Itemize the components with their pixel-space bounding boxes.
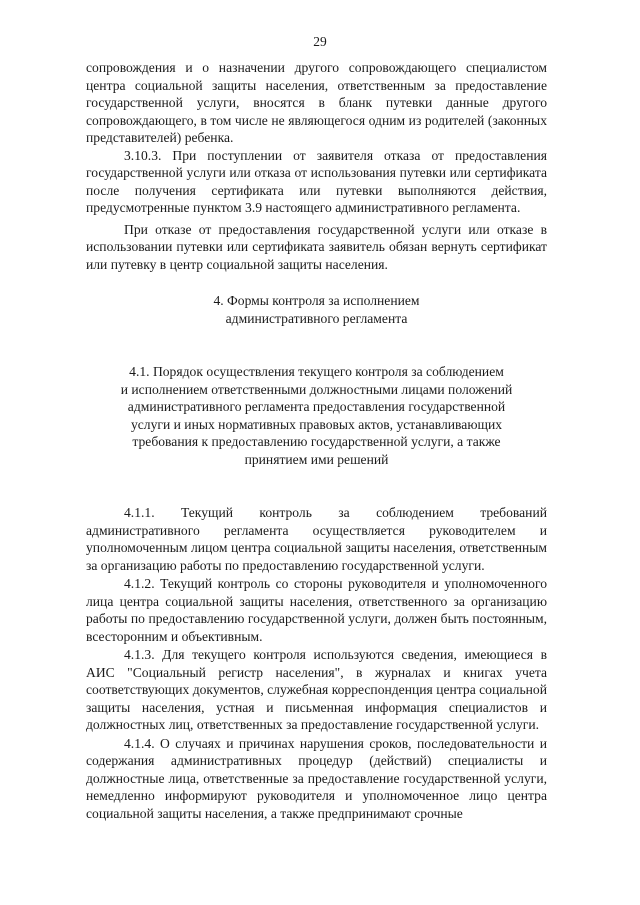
subsection-heading-line-3: административного регламента предоставления государственной bbox=[127, 399, 506, 414]
page-number: 29 bbox=[313, 34, 327, 49]
section-heading-line-1: 4. Формы контроля за исполнением bbox=[213, 293, 420, 308]
paragraph-continuation: сопровождения и о назначении другого сопровождающего специалистом центра социальной защиты населения, ответственным за предоставление государственной услуги, вносятся в бланк путевки данные другого сопровождающего, в том числе не являющегося одним из родителей (законных представителей) ребенка. bbox=[86, 60, 547, 145]
document-body bbox=[86, 59, 547, 822]
subsection-heading-line-1: 4.1. Порядок осуществления текущего контроля за соблюдением bbox=[129, 364, 504, 379]
paragraph-refusal: При отказе от предоставления государственной услуги или отказе в использовании путевки или сертификата заявитель обязан вернуть сертификат или путевку в центр социальной защиты населения. bbox=[86, 221, 547, 272]
paragraph-3-10-3: 3.10.3. При поступлении от заявителя отказа от предоставления государственной услуги или отказа от использования путевки или сертификата после получения сертификата или путевки выполняются действия, предусмотренные пунктом 3.9 настоящего административного регламента. bbox=[86, 147, 547, 215]
paragraph-4-1-3: 4.1.3. Для текущего контроля используются сведения, имеющиеся в АИС "Социальный регистр населения", в журналах и книгах учета соответствующих документов, служебная корреспонденция центра социальной защиты населения, устная и письменная информация специалистов и должностных лиц, ответственных за предоставление государственной услуги. bbox=[86, 647, 547, 732]
paragraph-4-1-1: 4.1.1. Текущий контроль за соблюдением требований административного регламента осуществляется руководителем и уполномоченным лицом центра социальной защиты населения, ответственным за организацию работы по предоставлению государственной услуги. bbox=[86, 505, 547, 573]
subsection-heading-line-4: услуги и иных нормативных правовых актов, устанавливающих bbox=[130, 416, 503, 432]
subsection-heading-line-6: принятием ими решений bbox=[244, 451, 389, 467]
paragraph-4-1-4: 4.1.4. О случаях и причинах нарушения сроков, последовательности и содержания административных процедур (действий) специалисты и должностные лица, ответственные за предоставление государственной услуги, немедленно информируют руководителя и уполномоченное лицо центра социальной защиты населения, а также предпринимают срочные bbox=[86, 735, 547, 821]
paragraph-4-1-2: 4.1.2. Текущий контроль со стороны руководителя и уполномоченного лица центра социальной защиты населения, ответственного за организацию работы по предоставлению государственной услуги, должен быть постоянным, всесторонним и объективным. bbox=[86, 576, 547, 644]
subsection-heading-line-2: и исполнением ответственными должностными лицами положений bbox=[120, 381, 513, 397]
section-heading-line-2: административного регламента bbox=[225, 310, 408, 326]
subsection-heading-line-5: требования к предоставлению государственной услуги, а также bbox=[132, 434, 501, 449]
